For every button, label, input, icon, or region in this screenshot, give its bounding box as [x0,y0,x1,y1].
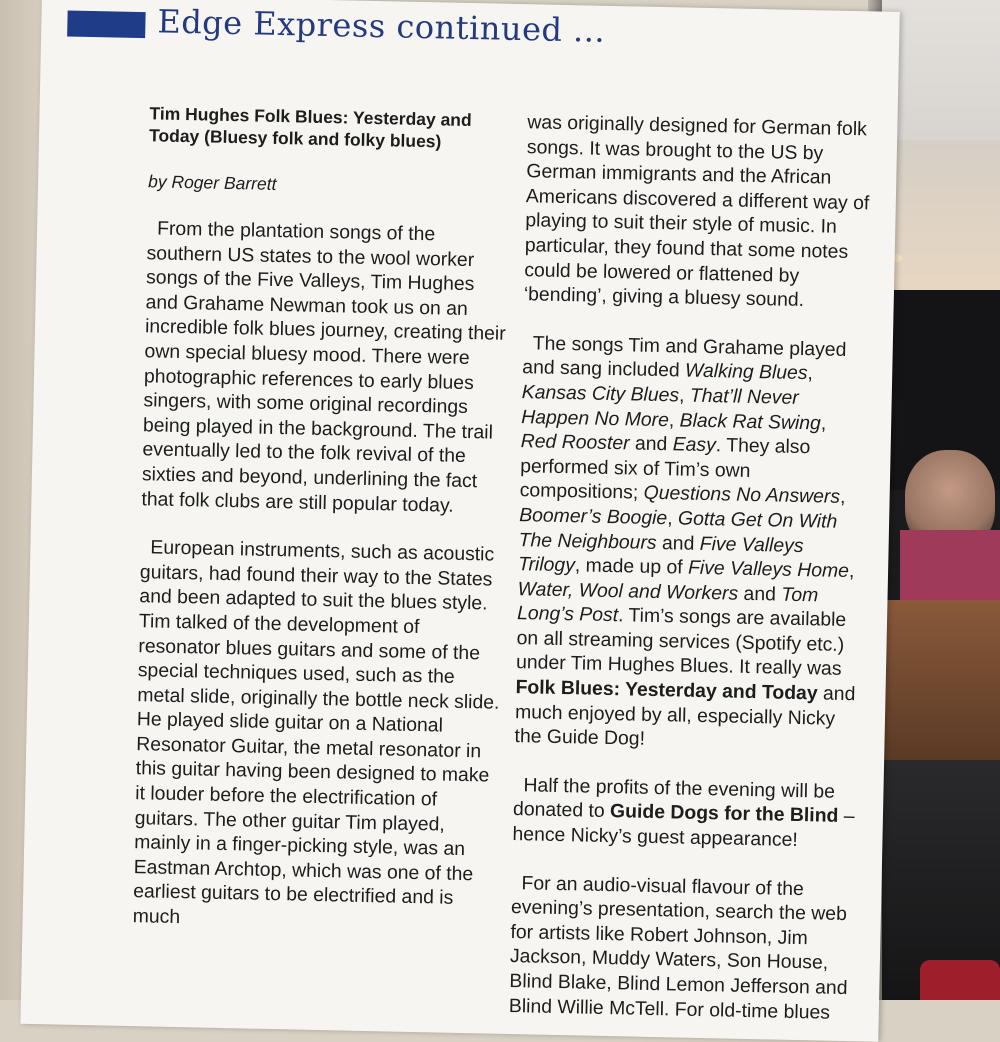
song-title: Easy [672,433,717,457]
song-title: Red Rooster [520,430,630,455]
photo-jacket [880,600,1000,760]
right-paragraph-1: The songs Tim and Grahame played and sang included Walking Blues, Kansas City Blues, That’ll Never Happen No More, Black Rat Swing, Red Rooster and Easy. They also performed six of Tim’s own compositions; Questions No Answers, Boomer’s Boogie, Gotta Get On With The Neighbours and Five Valleys Trilogy, made up of Five Valleys Home, Water, Wool and Workers and Tom Long’s Post. Tim’s songs are available on all streaming services (Spotify etc.) under Tim Hughes Blues. It really was Folk Blues: Yesterday and Today and much enjoyed by all, especially Nicky the Guide Dog! [514,332,856,751]
magazine-page [20,0,899,1042]
song-title: Kansas City Blues [521,381,680,407]
composition-title: Boomer’s Boogie [518,504,668,530]
composition-title: Questions No Answers [643,482,841,509]
page-title: Edge Express continued ... [157,2,606,50]
right-paragraph-3: For an audio-visual flavour of the evening’s presentation, search the web for artists like Robert Johnson, Jim Jackson, Muddy Waters, Son House, Blind Blake, Blind Lemon Jefferson and Blind Willie McTell. For old-time blues [508,871,848,1024]
composition-title: Tom Long’s Post [516,583,819,627]
song-title: Black Rat Swing [679,408,822,434]
right-paragraph-0: was originally designed for German folk songs. It was brought to the US by German immigrants and the African Americans discovered a different way of playing to suit their style of music. In particular, they found that some notes could be lowered or flattened by ‘bending’, giving a bluesy sound. [523,111,870,312]
right-paragraph-2: Half the profits of the evening will be donated to Guide Dogs for the Blind – hence Nicky’s guest appearance! [512,774,855,852]
composition-title: Water, Wool and Workers [517,577,739,605]
composition-title: Five Valleys Trilogy [517,532,804,577]
song-title: Walking Blues [684,359,808,385]
right-column [508,110,872,1042]
left-paragraph-2: European instruments, such as acoustic guitars, had found their way to the States and been adapted to suit the blues style. Tim talked of the development of resonator blues guitars and some of the special techniques used, such as the metal slide, originally the bottle neck slide. He played slide guitar on a National Resonator Guitar, the metal resonator in this guitar having been designed to make it louder before the electrification of guitars. The other guitar Tim played, mainly in a finger-picking style, was an Eastman Archtop, which was one of the earliest guitars to be electrified and is much [132,536,500,929]
header-accent-bar [67,11,146,39]
charity-name: Guide Dogs for the Blind [609,800,839,828]
article-headline: Tim Hughes Folk Blues: Yesterday and Today (Bluesy folk and folky blues) [148,103,472,152]
facing-page-photo [880,0,1000,1000]
article-byline: by Roger Barrett [147,171,277,194]
event-title-bold: Folk Blues: Yesterday and Today [515,676,818,705]
photo-wall [880,140,1000,290]
left-paragraph-1: From the plantation songs of the southern US states to the wool worker songs of the Five Valleys, Tim Hughes and Grahame Newman took us on an incredible folk blues journey, creating their own special bluesy mood. There were photographic references to early blues singers, with some original recordings being played in the background. The trail eventually led to the folk revival of the sixties and beyond, underlining the fact that folk clubs are still popular today. [141,217,506,517]
composition-title: Gotta Get On With The Neighbours [518,507,838,554]
song-title: That’ll Never Happen No More [521,384,799,431]
composition-title: Five Valleys Home [687,556,850,583]
photo-red-seat [920,960,1000,1000]
left-column [132,102,515,960]
